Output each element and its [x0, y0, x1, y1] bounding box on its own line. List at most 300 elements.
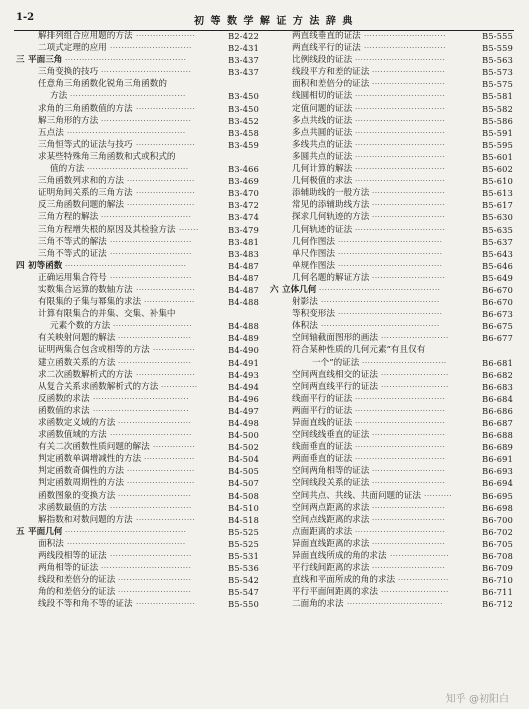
- entry-title: 空间线线垂直的证法: [292, 430, 370, 441]
- toc-entry: [268, 574, 513, 586]
- entry-page-ref: B3-474: [228, 212, 259, 223]
- entry-title: 立体几何: [282, 284, 317, 295]
- entry-page-ref: B3-452: [228, 115, 259, 126]
- entry-page-ref: B5-643: [482, 248, 513, 259]
- dot-leader: ···········································: [65, 527, 187, 536]
- toc-entry: [268, 369, 513, 381]
- entry-title: 求角的三角函数值的方法: [38, 103, 133, 114]
- entry-title: 两线段相等的证法: [38, 551, 107, 562]
- dot-leader: ··························: [118, 491, 192, 500]
- entry-page-ref: B2-422: [228, 31, 259, 41]
- entry-title: 几何计算的解法: [292, 164, 353, 175]
- entry-page-ref: B4-494: [228, 381, 259, 392]
- entry-title: 多线共点的证法: [292, 139, 353, 150]
- entry-title: 异面直线所成的角的求法: [292, 551, 387, 562]
- entry-page-ref: B6-689: [482, 442, 513, 453]
- entry-title: 添辅助线的一般方法: [292, 188, 370, 199]
- dot-leader: ································: [355, 140, 446, 149]
- entry-title: 异面直线距离的求法: [292, 538, 370, 549]
- dot-leader: ·····································: [338, 310, 443, 319]
- dot-leader: ································: [355, 152, 446, 161]
- toc-entry: [14, 30, 259, 42]
- toc-entry: [14, 103, 259, 115]
- dot-leader: ·····················: [136, 285, 196, 294]
- entry-page-ref: B6-710: [482, 575, 513, 586]
- entry-page-ref: B4-491: [228, 357, 259, 368]
- toc-entry: [14, 344, 259, 356]
- entry-title: 函数值的求法: [38, 405, 90, 416]
- dot-leader: ································: [355, 104, 446, 113]
- entry-title: 单尺作图法: [292, 248, 335, 259]
- entry-page-ref: B5-613: [482, 188, 513, 199]
- dot-leader: ································: [355, 443, 446, 452]
- book-title: 初 等 数 学 解 证 方 法 辞 典: [194, 16, 354, 27]
- entry-page-ref: B6-691: [482, 454, 513, 465]
- entry-page-ref: B6-682: [482, 369, 513, 380]
- entry-page-ref: B5-646: [482, 260, 513, 271]
- entry-title: 线圆相切的证法: [292, 91, 353, 102]
- entry-page-ref: B5-630: [482, 212, 513, 223]
- entry-page-ref: B4-489: [228, 333, 259, 344]
- dot-leader: ··········: [424, 491, 453, 500]
- entry-page-ref: B6-712: [482, 599, 513, 610]
- dot-leader: ··················: [398, 576, 449, 585]
- toc-entry: [268, 163, 513, 175]
- entry-title: 比例线段的证法: [292, 55, 353, 66]
- entry-title: 两直线垂直的证法: [292, 31, 361, 41]
- entry-title: 几何作图法: [292, 236, 335, 247]
- toc-entry: [14, 598, 259, 610]
- dot-leader: ··································: [347, 600, 444, 609]
- toc-entry: [14, 115, 259, 127]
- dot-leader: ··········································: [321, 298, 440, 307]
- entry-page-ref: B5-586: [482, 115, 513, 126]
- entry-title: 三角方程的解法: [38, 212, 99, 223]
- dot-leader: ···········································: [65, 56, 187, 65]
- toc-entry: [268, 175, 513, 187]
- entry-page-ref: B6-675: [482, 321, 513, 332]
- dot-leader: ·······: [179, 225, 199, 234]
- dot-leader: ································: [355, 177, 446, 186]
- section-index: 六: [270, 284, 279, 295]
- entry-title: 建立函数关系的方法: [38, 357, 116, 368]
- section-index: 四: [16, 260, 25, 271]
- toc-entry: [14, 248, 259, 260]
- entry-page-ref: B4-505: [228, 466, 259, 477]
- toc-entry: [14, 417, 259, 429]
- dot-leader: ·····························: [110, 237, 192, 246]
- entry-page-ref: B5-581: [482, 91, 513, 102]
- dot-leader: ··························: [372, 479, 446, 488]
- dot-leader: ································: [101, 564, 192, 573]
- dot-leader: ································: [355, 406, 446, 415]
- toc-entry: [268, 550, 513, 562]
- entry-page-ref: B3-459: [228, 139, 259, 150]
- toc-left-column: [14, 30, 259, 611]
- entry-page-ref: B5-610: [482, 176, 513, 187]
- dot-leader: ··························: [372, 201, 446, 210]
- entry-title: 实数集合运算的数轴方法: [38, 284, 133, 295]
- dot-leader: ··························: [118, 419, 192, 427]
- entry-title: 三角不等式的解法: [38, 236, 107, 247]
- toc-entry: [14, 284, 259, 296]
- entry-page-ref: B3-450: [228, 91, 259, 102]
- toc-entry: [14, 393, 259, 405]
- toc-entry: [268, 199, 513, 211]
- dot-leader: ···········································: [65, 261, 187, 270]
- entry-title: 空间线段关系的证法: [292, 478, 370, 489]
- toc-entry: [268, 514, 513, 526]
- toc-entry: [268, 66, 513, 78]
- dot-leader: ····························: [113, 322, 193, 331]
- entry-title: 几何名题的解证方法: [292, 272, 370, 283]
- entry-page-ref: B6-677: [482, 333, 513, 344]
- toc-entry: [14, 236, 259, 248]
- toc-entry: [268, 405, 513, 417]
- entry-page-ref: B5-547: [228, 587, 259, 598]
- dot-leader: ·····················: [136, 600, 196, 609]
- dot-leader: ································: [101, 213, 192, 222]
- toc-entry: [14, 562, 259, 574]
- entry-page-ref: B6-684: [482, 393, 513, 404]
- toc-entry: [268, 344, 513, 356]
- entry-title: 多点共圆的证法: [292, 127, 353, 138]
- entry-title: 判定函数奇偶性的方法: [38, 466, 124, 477]
- dot-leader: ································: [355, 419, 446, 427]
- dot-leader: ··········································: [67, 128, 186, 137]
- entry-title: 初等函数: [28, 260, 63, 271]
- dot-leader: ·····················: [136, 140, 196, 149]
- toc-entry: [268, 187, 513, 199]
- entry-page-ref: B6-700: [482, 514, 513, 525]
- page-header: [14, 8, 514, 31]
- dot-leader: ·········································: [70, 92, 186, 101]
- entry-title: 线段不等和角不等的证法: [38, 599, 133, 610]
- toc-entry: [14, 381, 259, 393]
- dot-leader: ··························: [372, 539, 446, 548]
- entry-page-ref: B5-531: [228, 551, 259, 562]
- entry-title: 值的方法: [50, 164, 85, 175]
- entry-page-ref: B4-490: [228, 345, 259, 356]
- toc-entry: [14, 42, 259, 54]
- toc-entry: [14, 514, 259, 526]
- entry-page-ref: B5-525: [228, 526, 259, 537]
- entry-page-ref: B5-550: [228, 599, 259, 610]
- entry-page-ref: B5-575: [482, 79, 513, 90]
- entry-title: 定值问题的证法: [292, 103, 353, 114]
- toc-entry: [268, 78, 513, 90]
- entry-page-ref: B4-502: [228, 442, 259, 453]
- toc-entry: [14, 296, 259, 308]
- entry-page-ref: B5-601: [482, 151, 513, 162]
- toc-entry: [14, 90, 259, 102]
- dot-leader: ································: [355, 225, 446, 234]
- dot-leader: ······························: [362, 358, 447, 367]
- toc-entry: [14, 405, 259, 417]
- entry-page-ref: B5-649: [482, 272, 513, 283]
- dot-leader: ····································: [87, 165, 189, 174]
- dot-leader: ··································: [93, 394, 190, 403]
- entry-title: 反函数的求法: [38, 393, 90, 404]
- entry-title: 三角函数列求和的方法: [38, 176, 124, 187]
- toc-entry: [268, 42, 513, 54]
- entry-title: 三角不等式的证法: [38, 248, 107, 259]
- toc-entry: [14, 574, 259, 586]
- entry-page-ref: B6-709: [482, 563, 513, 574]
- toc-entry: [14, 502, 259, 514]
- entry-page-ref: B5-555: [482, 31, 513, 41]
- toc-entry: [268, 320, 513, 332]
- dot-leader: ··························: [372, 68, 446, 77]
- toc-entry: [268, 441, 513, 453]
- entry-page-ref: B5-536: [228, 563, 259, 574]
- dot-leader: ·····································: [338, 261, 443, 270]
- dot-leader: ································: [101, 68, 192, 77]
- entry-page-ref: B4-488: [228, 297, 259, 308]
- dot-leader: ·····················: [136, 104, 196, 113]
- toc-section-heading: [268, 284, 513, 296]
- dot-leader: ·····························: [110, 44, 192, 53]
- entry-title: 几何轨迹的证法: [292, 224, 353, 235]
- entry-page-ref: B3-466: [228, 164, 259, 175]
- dot-leader: ··························: [372, 503, 446, 512]
- toc-entry: [268, 502, 513, 514]
- entry-page-ref: B4-507: [228, 478, 259, 489]
- entry-page-ref: B6-673: [482, 309, 513, 320]
- entry-title: 平面三角: [28, 55, 63, 66]
- toc-entry: [14, 308, 259, 320]
- entry-title: 线面平行的证法: [292, 393, 353, 404]
- entry-title: 函数图象的变换方法: [38, 490, 116, 501]
- entry-title: 求函数最值的方法: [38, 502, 107, 513]
- dot-leader: ·····························: [110, 431, 192, 440]
- entry-title: 三角方程增失根的原因及其检验方法: [38, 224, 176, 235]
- entry-title: 有关映射问题的解法: [38, 333, 116, 344]
- entry-title: 求二次函数解析式的方法: [38, 369, 133, 380]
- dot-leader: ···············: [153, 443, 196, 452]
- dot-leader: ··························: [118, 334, 192, 343]
- dot-leader: ·····································: [338, 249, 443, 258]
- toc-entry: [268, 30, 513, 42]
- dot-leader: ·····························: [364, 32, 446, 40]
- toc-entry: [14, 187, 259, 199]
- entry-title: 判定函数单调增减性的方法: [38, 454, 142, 465]
- toc-entry: [268, 598, 513, 610]
- toc-entry: [14, 78, 259, 90]
- entry-title: 正确运用集合符号: [38, 272, 107, 283]
- dot-leader: ··························: [372, 213, 446, 222]
- entry-page-ref: B4-488: [228, 321, 259, 332]
- entry-title: 元素个数的方法: [50, 321, 111, 332]
- toc-entry: [268, 538, 513, 550]
- toc-entry: [14, 332, 259, 344]
- section-index: 三: [16, 55, 25, 66]
- entry-title: 符合某种性质的几何元素“有且仅有: [292, 345, 426, 356]
- dot-leader: ··························: [372, 467, 446, 476]
- dot-leader: ························: [127, 201, 195, 210]
- entry-title: 线段平方和差的证法: [292, 67, 370, 78]
- dot-leader: ··········································: [321, 322, 440, 331]
- entry-title: 平行线间距离的求法: [292, 563, 370, 574]
- dot-leader: ························: [381, 588, 449, 597]
- toc-entry: [14, 586, 259, 598]
- toc-entry: [14, 490, 259, 502]
- entry-page-ref: B3-458: [228, 127, 259, 138]
- entry-page-ref: B6-702: [482, 526, 513, 537]
- entry-title: 等积变形法: [292, 309, 335, 320]
- entry-page-ref: B4-504: [228, 454, 259, 465]
- toc-entry: [268, 562, 513, 574]
- toc-entry: [268, 236, 513, 248]
- entry-title: 空间两角相等的证法: [292, 466, 370, 477]
- toc-entry: [268, 260, 513, 272]
- toc-entry: [14, 320, 259, 332]
- entry-title: 求函数定义域的方法: [38, 418, 116, 428]
- page-number: 1-2: [16, 12, 35, 23]
- entry-title: 有限集的子集与幂集的求法: [38, 297, 142, 308]
- entry-title: 角的和差倍分的证法: [38, 587, 116, 598]
- entry-title: 线段和差倍分的证法: [38, 575, 116, 586]
- entry-title: 异面直线的证法: [292, 418, 353, 428]
- toc-entry: [268, 586, 513, 598]
- dot-leader: ··················: [144, 455, 195, 464]
- entry-title: 空间点线距离的求法: [292, 514, 370, 525]
- dot-leader: ·····························: [110, 552, 192, 561]
- dot-leader: ·····································: [338, 237, 443, 246]
- entry-page-ref: B3-479: [228, 224, 259, 235]
- entry-title: 平面几何: [28, 526, 63, 537]
- entry-title: 计算有限集合的并集、交集、补集中: [38, 309, 176, 320]
- dot-leader: ························: [381, 334, 449, 343]
- entry-page-ref: B5-582: [482, 103, 513, 114]
- entry-title: 多圆共点的证法: [292, 151, 353, 162]
- entry-page-ref: B6-695: [482, 490, 513, 501]
- dot-leader: ································: [355, 394, 446, 403]
- entry-page-ref: B6-688: [482, 430, 513, 441]
- entry-page-ref: B6-687: [482, 418, 513, 428]
- toc-section-heading: [14, 526, 259, 538]
- entry-title: 两面平行的证法: [292, 405, 353, 416]
- toc-entry: [14, 477, 259, 489]
- entry-title: 探求几何轨迹的方法: [292, 212, 370, 223]
- entry-page-ref: B5-602: [482, 164, 513, 175]
- toc-entry: [268, 211, 513, 223]
- toc-entry: [14, 151, 259, 163]
- toc-entry: [268, 490, 513, 502]
- dot-leader: ································: [355, 128, 446, 137]
- toc-entry: [14, 224, 259, 236]
- dot-leader: ··························: [372, 189, 446, 198]
- entry-page-ref: B3-472: [228, 200, 259, 211]
- dot-leader: ··························: [118, 576, 192, 585]
- entry-page-ref: B5-591: [482, 127, 513, 138]
- entry-title: 面积法: [38, 538, 64, 549]
- entry-title: 有关二次函数性质问题的解法: [38, 442, 150, 453]
- entry-page-ref: B3-469: [228, 176, 259, 187]
- dot-leader: ·············: [161, 382, 198, 391]
- entry-title: 常见的添辅助线方法: [292, 200, 370, 211]
- entry-title: 二面角的求法: [292, 599, 344, 610]
- dot-leader: ·····················: [136, 189, 196, 198]
- toc-right-column: [268, 30, 513, 611]
- toc-entry: [268, 224, 513, 236]
- dot-leader: ·····················: [390, 552, 450, 561]
- toc-entry: [268, 139, 513, 151]
- toc-entry: [268, 151, 513, 163]
- toc-section-heading: [14, 260, 259, 272]
- entry-title: 反三角函数问题的解法: [38, 200, 124, 211]
- dot-leader: ··························: [372, 515, 446, 524]
- entry-title: 射影法: [292, 297, 318, 308]
- dot-leader: ··························: [118, 358, 192, 367]
- entry-title: 体积法: [292, 321, 318, 332]
- dot-leader: ································: [355, 527, 446, 536]
- entry-title: 三角变换的技巧: [38, 67, 99, 78]
- entry-title: 解排列组合应用题的方法: [38, 31, 133, 41]
- entry-page-ref: B5-563: [482, 55, 513, 66]
- dot-leader: ·····················: [136, 515, 196, 524]
- toc-entry: [14, 369, 259, 381]
- entry-title: 二项式定理的应用: [38, 43, 107, 54]
- entry-title: 面积和差倍分的证法: [292, 79, 370, 90]
- toc-entry: [268, 248, 513, 260]
- entry-page-ref: B4-487: [228, 284, 259, 295]
- toc-entry: [268, 90, 513, 102]
- dot-leader: ·····················: [136, 370, 196, 379]
- entry-title: 空间两直线平行的证法: [292, 381, 378, 392]
- entry-title: 平行平面间距离的求法: [292, 587, 378, 598]
- entry-title: 空间两直线相交的证法: [292, 369, 378, 380]
- toc-entry: [14, 272, 259, 284]
- entry-title: 解三角形的方法: [38, 115, 99, 126]
- entry-title: 方法: [50, 91, 68, 102]
- entry-title: 五点法: [38, 127, 64, 138]
- toc-entry: [268, 296, 513, 308]
- entry-page-ref: B3-437: [228, 55, 259, 66]
- entry-title: 直线和平面所成的角的求法: [292, 575, 396, 586]
- dot-leader: ························: [381, 370, 449, 379]
- entry-page-ref: B6-683: [482, 381, 513, 392]
- watermark-text: 知乎 @初阳白: [445, 694, 509, 705]
- toc-section-heading: [14, 54, 259, 66]
- dot-leader: ························: [381, 382, 449, 391]
- entry-page-ref: B4-498: [228, 418, 259, 428]
- dot-leader: ··································: [93, 406, 190, 415]
- entry-title: 三角恒等式的证法与技巧: [38, 139, 133, 150]
- entry-page-ref: B3-450: [228, 103, 259, 114]
- dot-leader: ···········································: [319, 285, 441, 294]
- dot-leader: ··················: [144, 298, 195, 307]
- toc-entry: [14, 139, 259, 151]
- dot-leader: ·····························: [110, 249, 192, 258]
- dot-leader: ·····························: [364, 44, 446, 53]
- toc-entry: [268, 272, 513, 284]
- dot-leader: ································: [355, 455, 446, 464]
- entry-page-ref: B6-693: [482, 466, 513, 477]
- entry-page-ref: B6-670: [482, 284, 513, 295]
- entry-page-ref: B2-431: [228, 43, 259, 54]
- entry-page-ref: B4-510: [228, 502, 259, 513]
- toc-entry: [268, 127, 513, 139]
- dot-leader: ··························: [372, 431, 446, 440]
- entry-title: 空间两点距离的求法: [292, 502, 370, 513]
- entry-page-ref: B5-525: [228, 538, 259, 549]
- dot-leader: ·····························: [110, 503, 192, 512]
- toc-entry: [268, 54, 513, 66]
- dot-leader: ··········································: [67, 539, 186, 548]
- entry-page-ref: B5-595: [482, 139, 513, 150]
- toc-entry: [268, 103, 513, 115]
